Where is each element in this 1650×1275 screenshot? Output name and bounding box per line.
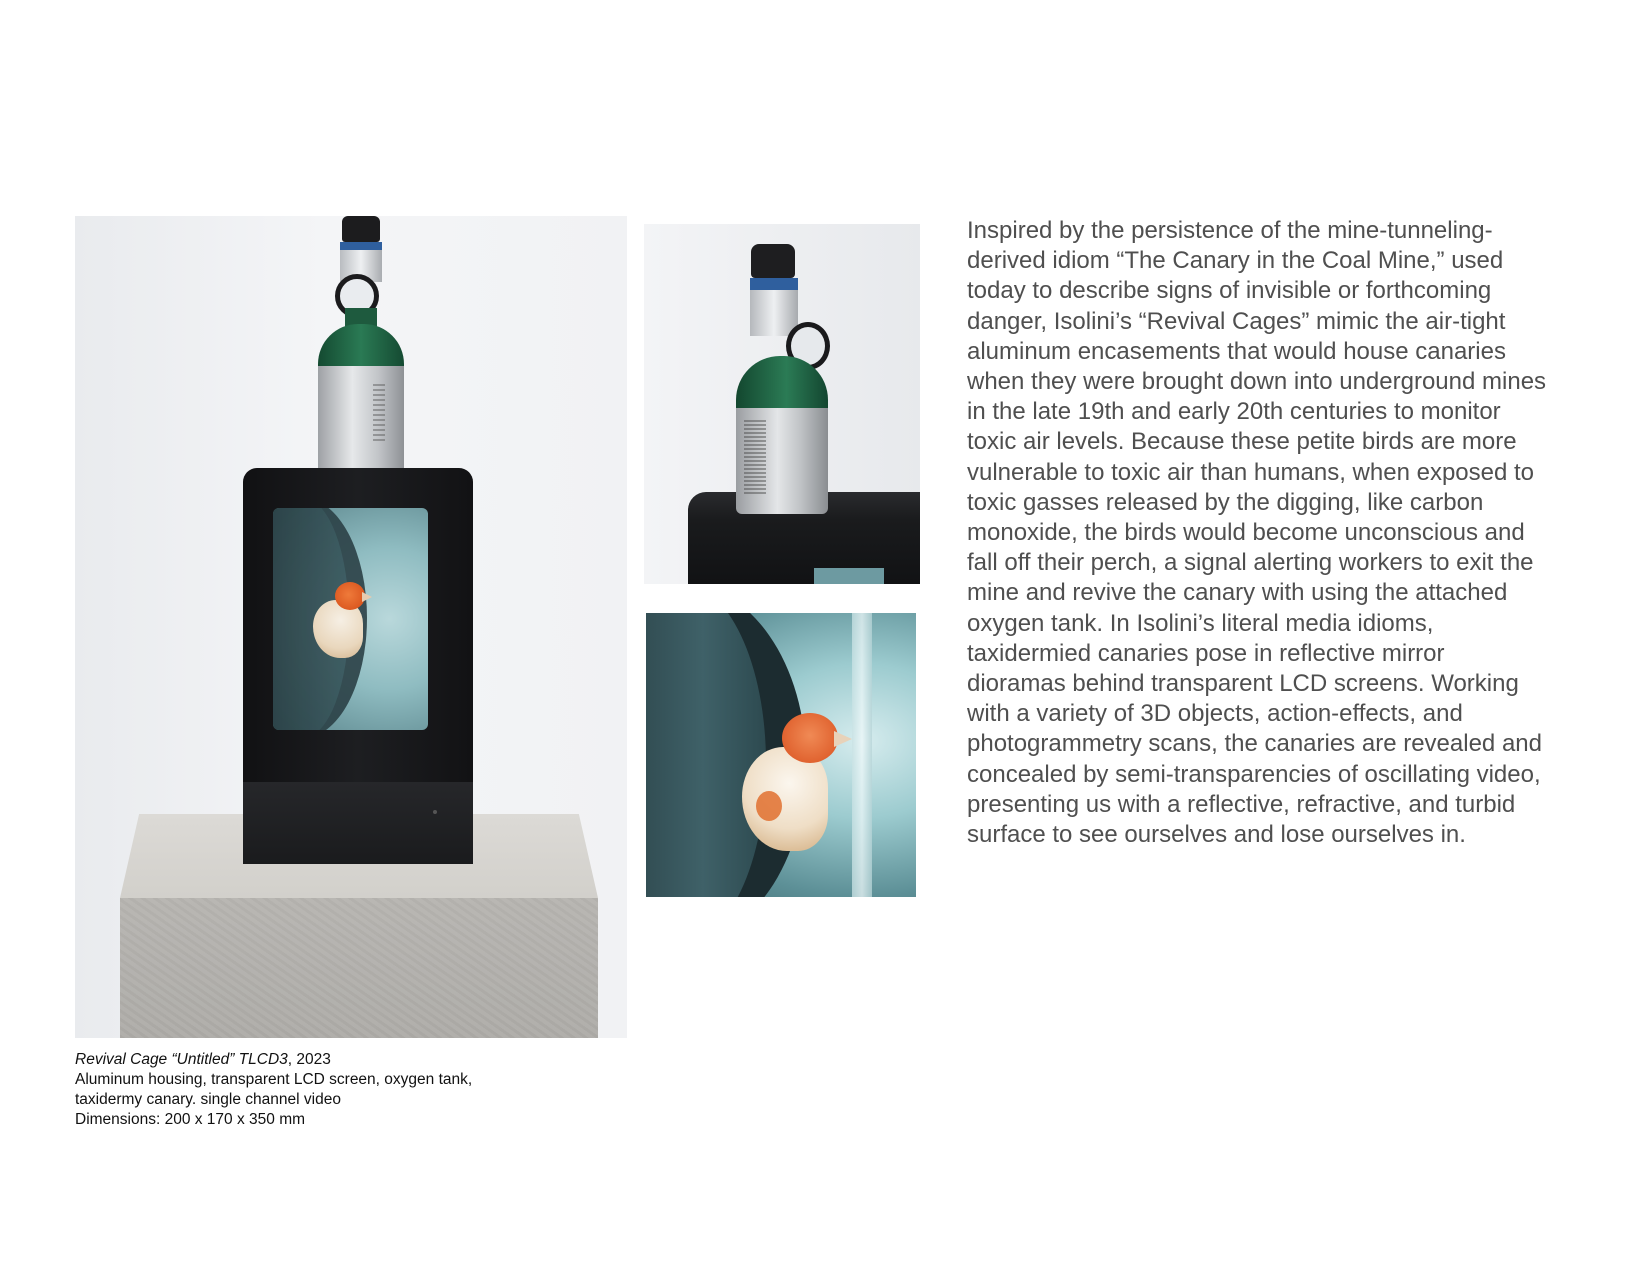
description-line: photogrammetry scans, the canaries are revealed and [967,730,1542,758]
caption-title-line [75,1050,595,1070]
description-line: monoxide, the birds would become unconscious and [967,519,1525,547]
description-line: derived idiom “The Canary in the Coal Mine,” used [967,247,1504,275]
description-line: taxidermied canaries pose in reflective mirror [967,639,1445,667]
tank-shoulder [318,324,404,370]
description-line: today to describe signs of invisible or forthcoming [967,277,1492,305]
tank-cap [342,216,380,242]
screen-edge [814,568,884,584]
description-line: toxic gasses released by the digging, like carbon [967,488,1484,516]
description-line: surface to see ourselves and lose ourselves in. [967,821,1466,849]
oxygen-tank [315,216,407,468]
caption-materials-line-1: Aluminum housing, transparent LCD screen, oxygen tank, [75,1071,473,1088]
description-line: aluminum encasements that would house canaries [967,337,1506,365]
description-line: presenting us with a reflective, refractive, and turbid [967,790,1516,818]
tank-label [373,384,385,444]
revival-cage-device [243,468,473,864]
power-indicator [433,810,437,814]
canary-detail-photo [646,613,916,897]
canary-head [335,582,365,610]
description-line: when they were brought down into underground mines [967,368,1547,396]
canary-closeup [742,713,852,853]
description-line: fall off their perch, a signal alerting workers to exit the [967,549,1534,577]
canary-beak [834,731,852,747]
pedestal-front [120,898,598,1038]
caption-materials-line-2: taxidermy canary. single channel video [75,1091,341,1108]
canary-figure [309,582,371,662]
artwork-title: Revival Cage “Untitled” TLCD3 [75,1051,288,1068]
transparent-lcd-screen [273,508,428,730]
tank-cap [751,244,795,278]
description-line: in the late 19th and early 20th centuries to monitor [967,398,1501,426]
description-line: oxygen tank. In Isolini’s literal media idioms, [967,609,1434,637]
artwork-caption [75,1050,595,1130]
device-base [243,782,473,864]
artwork-year: , 2023 [287,1051,331,1068]
oxygen-tank-detail-photo [644,224,920,584]
artwork-description [967,216,1607,850]
canary-body [742,747,828,851]
description-line: vulnerable to toxic air than humans, when exposed to [967,458,1535,486]
cage-rail [852,613,872,897]
description-line: danger, Isolini’s “Revival Cages” mimic the air-tight [967,307,1506,335]
description-line: with a variety of 3D objects, action-effects, and [967,700,1463,728]
canary-head [782,713,838,763]
description-line: concealed by semi-transparencies of oscillating video, [967,760,1541,788]
oxygen-tank-closeup [730,244,842,514]
description-line: dioramas behind transparent LCD screens. Working [967,670,1519,698]
installation-photo [75,216,627,1038]
description-line: Inspired by the persistence of the mine-tunneling- [967,217,1493,244]
description-line: toxic air levels. Because these petite birds are more [967,428,1517,456]
tank-label [744,420,766,496]
caption-dimensions: Dimensions: 200 x 170 x 350 mm [75,1111,306,1128]
tank-body [318,366,404,468]
canary-beak [362,592,372,602]
description-line: mine and revive the canary with using the attached [967,579,1508,607]
tank-collar [750,278,798,336]
canary-orange-patch [756,791,782,821]
